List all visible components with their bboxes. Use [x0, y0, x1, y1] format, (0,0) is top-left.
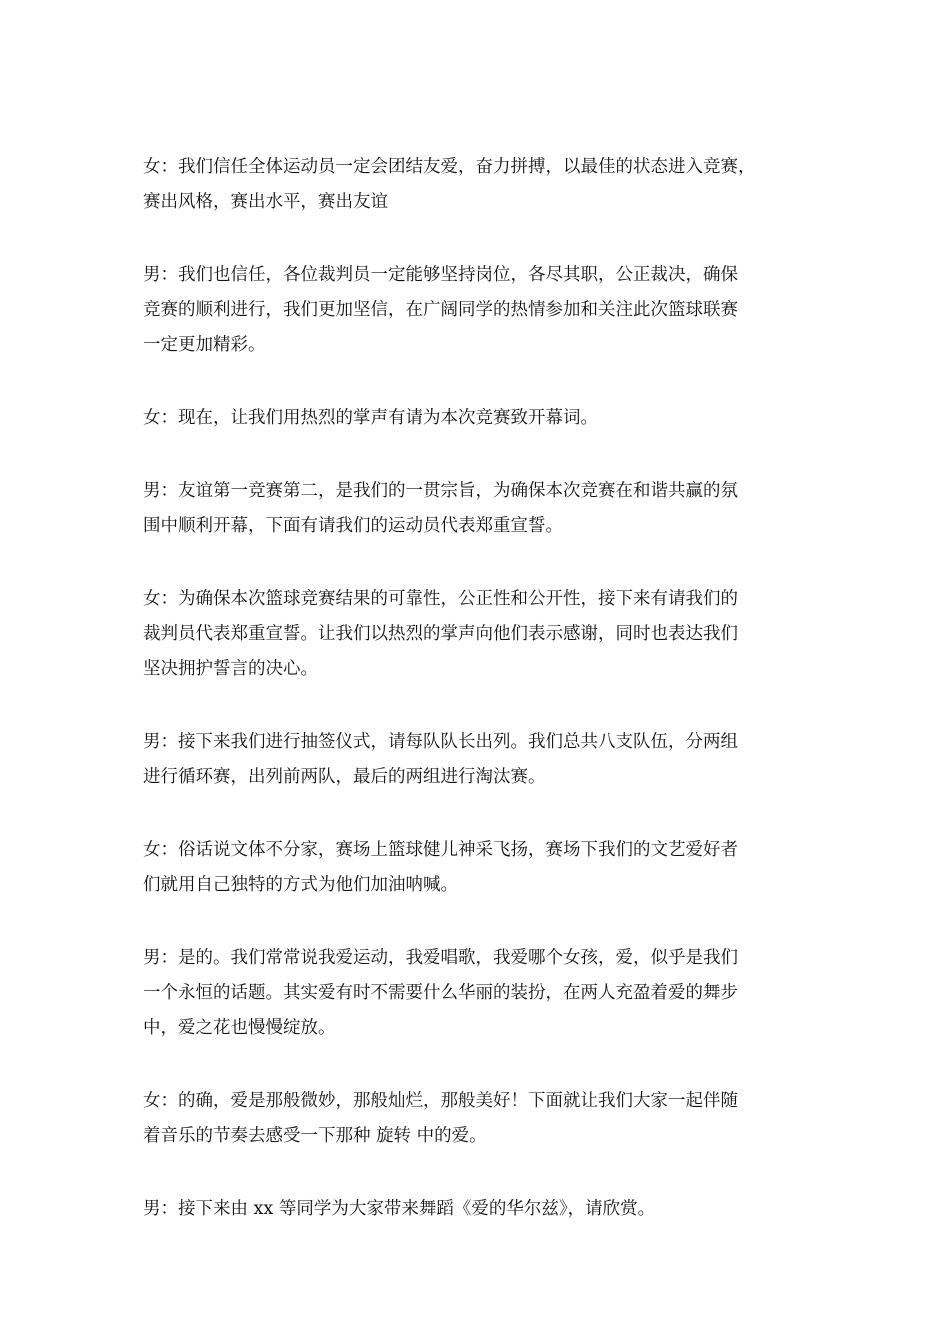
paragraph-male-1 [143, 258, 813, 363]
text-line: 男：我们也信任，各位裁判员一定能够坚持岗位，各尽其职，公正裁决，确保 [143, 265, 738, 285]
text-line: 一定更加精彩。 [143, 335, 266, 355]
paragraph-female-1 [143, 150, 813, 220]
text-line: 一个永恒的话题。其实爱有时不需要什么华丽的装扮，在两人充盈着爱的舞步 [143, 983, 738, 1003]
text-line: 女：的确，爱是那般微妙，那般灿烂，那般美好！下面就让我们大家一起伴随 [143, 1091, 738, 1111]
paragraph-male-2 [143, 474, 813, 544]
paragraph-female-2 [143, 401, 813, 436]
text-line: 坚决拥护誓言的决心。 [143, 659, 318, 679]
paragraph-male-5 [143, 1192, 813, 1227]
text-line: 围中顺利开幕，下面有请我们的运动员代表郑重宣誓。 [143, 516, 563, 536]
text-line: 着音乐的节奏去感受一下那种 旋转 中的爱。 [143, 1126, 487, 1146]
paragraph-female-3 [143, 582, 813, 687]
paragraph-female-5 [143, 1084, 813, 1154]
text-line: 竞赛的顺利进行，我们更加坚信，在广阔同学的热情参加和关注此次篮球联赛 [143, 300, 738, 320]
text-line: 男：友谊第一竞赛第二，是我们的一贯宗旨，为确保本次竞赛在和谐共赢的氛 [143, 481, 738, 501]
text-line: 们就用自己独特的方式为他们加油呐喊。 [143, 875, 458, 895]
text-line: 男：接下来由 xx 等同学为大家带来舞蹈《爱的华尔兹》，请欣赏。 [143, 1199, 656, 1219]
text-line: 男：是的。我们常常说我爱运动，我爱唱歌，我爱哪个女孩，爱，似乎是我们 [143, 948, 738, 968]
text-line: 女：我们信任全体运动员一定会团结友爱，奋力拼搏，以最佳的状态进入竞赛， [143, 157, 756, 177]
text-line: 女：俗话说文体不分家，赛场上篮球健儿神采飞扬，赛场下我们的文艺爱好者 [143, 840, 738, 860]
text-line: 赛出风格，赛出水平，赛出友谊 [143, 192, 388, 212]
text-line: 中，爱之花也慢慢绽放。 [143, 1018, 336, 1038]
text-line: 进行循环赛，出列前两队，最后的两组进行淘汰赛。 [143, 767, 546, 787]
document-page [143, 150, 813, 1265]
paragraph-male-3 [143, 725, 813, 795]
text-line: 男：接下来我们进行抽签仪式，请每队队长出列。我们总共八支队伍，分两组 [143, 732, 738, 752]
text-line: 女：为确保本次篮球竞赛结果的可靠性，公正性和公开性，接下来有请我们的 [143, 589, 738, 609]
paragraph-male-4 [143, 941, 813, 1046]
text-line: 裁判员代表郑重宣誓。让我们以热烈的掌声向他们表示感谢，同时也表达我们 [143, 624, 738, 644]
paragraph-female-4 [143, 833, 813, 903]
text-line: 女：现在，让我们用热烈的掌声有请为本次竞赛致开幕词。 [143, 408, 598, 428]
